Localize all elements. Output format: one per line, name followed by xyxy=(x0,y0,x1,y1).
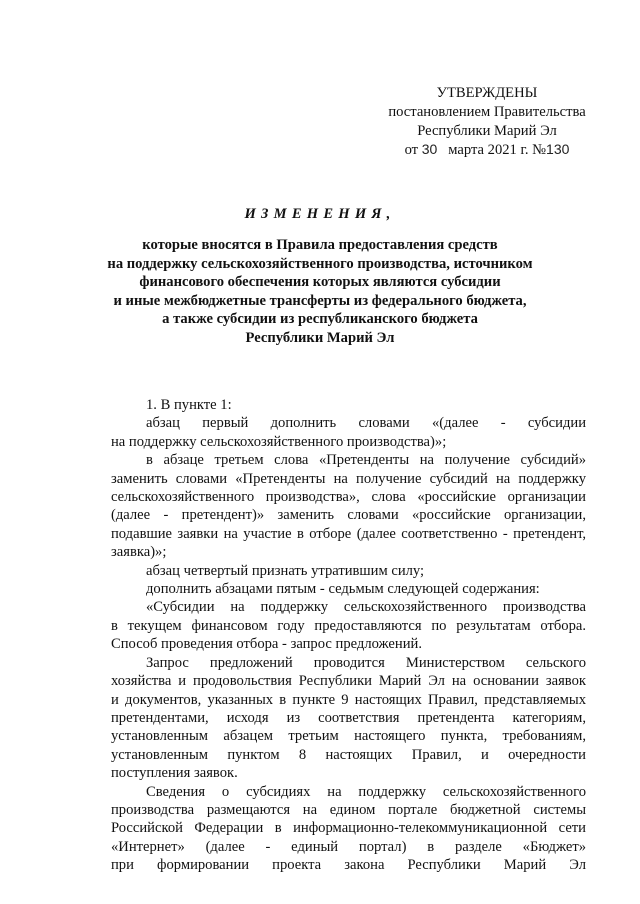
body-line: 1. В пункте 1: xyxy=(146,397,232,413)
approval-date-line xyxy=(372,140,602,160)
subtitle-line: Республики Марий Эл xyxy=(245,329,395,346)
body-line: Способ проведения отбора - запрос предложений. xyxy=(111,636,422,653)
body-line: претендентами, исходя из соответствия претендента категориям, xyxy=(111,709,586,726)
subtitle-line: а также субсидии из республиканского бюджета xyxy=(162,311,478,327)
body-line: «Интернет» (далее - единый портал) в разделе «Бюджет» xyxy=(111,838,586,855)
subtitle-line: на поддержку сельскохозяйственного производства, источником xyxy=(107,255,533,272)
body-line: установленным пунктом 8 настоящих Правил, и очередности xyxy=(111,746,586,763)
subtitle-line: и иные межбюджетные трансферты из федерального бюджета, xyxy=(113,292,527,309)
approval-heading: УТВЕРЖДЕНЫ xyxy=(436,85,538,101)
subtitle-line: финансового обеспечения которых являются субсидии xyxy=(139,274,501,290)
body-line: Сведения о субсидиях на поддержку сельскохозяйственного xyxy=(146,783,586,800)
subtitle-line: которые вносятся в Правила предоставления средств xyxy=(142,237,498,253)
body-line: подавшие заявки на участие в отборе (далее соответственно - претендент, xyxy=(111,525,586,542)
body-line: при формировании проекта закона Республики Марий Эл xyxy=(111,857,586,874)
document-subtitle xyxy=(100,236,540,347)
body-line: хозяйства и продовольствия Республики Марий Эл на основании заявок xyxy=(111,673,586,690)
document-body xyxy=(111,396,586,875)
body-line: в абзаце третьем слова «Претенденты на получение субсидий» xyxy=(146,452,586,469)
body-line: абзац первый дополнить словами «(далее - субсидии xyxy=(146,415,586,432)
approval-stamp xyxy=(372,84,602,160)
date-day-handwritten: 30 xyxy=(421,141,438,158)
date-month-year: марта 2021 г. № xyxy=(448,142,547,159)
body-line: заменить словами «Претенденты на получение субсидий на поддержку xyxy=(111,470,586,487)
approval-line-resolution: постановлением Правительства xyxy=(388,103,586,120)
body-line: на поддержку сельскохозяйственного производства)»; xyxy=(111,433,447,450)
approval-line-republic: Республики Марий Эл xyxy=(417,122,557,139)
resolution-number-handwritten: 130 xyxy=(546,141,570,158)
body-line: и документов, указанных в пункте 9 настоящих Правил, представляемых xyxy=(111,691,586,708)
body-line: производства размещаются на едином портале бюджетной системы xyxy=(111,801,586,818)
body-line: «Субсидии на поддержку сельскохозяйственного производства xyxy=(146,599,586,616)
body-line: заявка)»; xyxy=(111,544,167,561)
body-line: сельскохозяйственного производства», слова «российские организации xyxy=(111,489,586,506)
body-line: абзац четвертый признать утратившим силу; xyxy=(146,562,425,579)
body-line: Российской Федерации в информационно-телекоммуникационной сети xyxy=(111,820,586,837)
body-line: Запрос предложений проводится Министерством сельского xyxy=(146,654,586,671)
document-title: ИЗМЕНЕНИЯ, xyxy=(244,206,396,222)
body-line: установленным абзацем третьим настоящего пункта, требованиям, xyxy=(111,728,586,745)
body-line: поступления заявок. xyxy=(111,765,238,782)
date-prefix: от xyxy=(404,142,419,159)
body-line: в текущем финансовом году предоставляются по результатам отбора. xyxy=(111,617,586,634)
body-line: дополнить абзацами пятым - седьмым следующей содержания: xyxy=(146,581,540,598)
body-line: (далее - претендент)» заменить словами «российские организации, xyxy=(111,507,586,524)
